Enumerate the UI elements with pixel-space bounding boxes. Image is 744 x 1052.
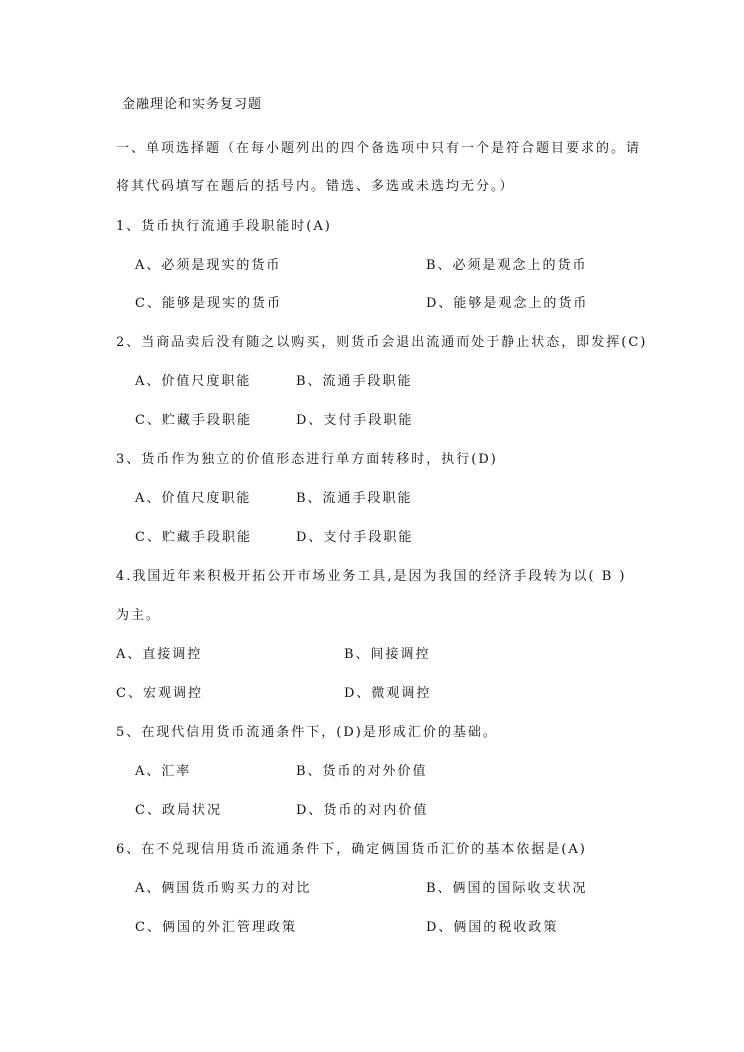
question-6-option-d: D、俩国的税收政策 (426, 920, 559, 935)
question-4-stem-continued: 为主。 (116, 608, 162, 623)
question-6-option-a: A、俩国货币购买力的对比 (135, 881, 312, 896)
section-heading: 一、单项选择题（在每小题列出的四个备选项中只有一个是符合题目要求的。请 (116, 141, 642, 156)
question-5-option-c: C、政局状况 (135, 803, 222, 818)
question-3-stem: 3、货币作为独立的价值形态进行单方面转移时，执行(D) (116, 452, 498, 467)
document-title: 金融理论和实务复习题 (122, 97, 263, 112)
question-5-option-d: D、货币的对内价值 (296, 803, 429, 818)
question-3-option-a: A、价值尺度职能 (135, 491, 252, 506)
question-5-option-b: B、货币的对外价值 (296, 764, 428, 779)
question-2-stem: 2、当商品卖后没有随之以购买，则货币会退出流通而处于静止状态，即发挥(C) (116, 335, 648, 350)
question-2-option-c: C、贮藏手段职能 (135, 413, 252, 428)
question-5-option-a: A、汇率 (135, 764, 192, 779)
question-6-option-c: C、俩国的外汇管理政策 (135, 920, 297, 935)
question-3-option-b: B、流通手段职能 (296, 491, 413, 506)
question-1-option-a: A、必须是现实的货币 (135, 258, 282, 273)
question-4-stem: 4.我国近年来积极开拓公开市场业务工具,是因为我国的经济手段转为以( B ) (116, 569, 627, 584)
question-4-option-c: C、宏观调控 (116, 686, 203, 701)
question-2-option-b: B、流通手段职能 (296, 374, 413, 389)
question-4-option-b: B、间接调控 (344, 647, 431, 662)
question-1-option-d: D、能够是观念上的货币 (426, 296, 589, 311)
question-5-stem: 5、在现代信用货币流通条件下，(D)是形成汇价的基础。 (116, 725, 498, 740)
question-6-option-b: B、俩国的国际收支状况 (426, 881, 588, 896)
question-6-stem: 6、在不兑现信用货币流通条件下，确定俩国货币汇价的基本依据是(A) (116, 842, 587, 857)
question-3-option-c: C、贮藏手段职能 (135, 530, 252, 545)
question-2-option-a: A、价值尺度职能 (135, 374, 252, 389)
question-1-option-b: B、必须是观念上的货币 (426, 258, 588, 273)
question-1-stem: 1、货币执行流通手段职能时(A) (116, 219, 332, 234)
question-1-option-c: C、能够是现实的货币 (135, 296, 282, 311)
question-4-option-a: A、直接调控 (116, 647, 203, 662)
question-3-option-d: D、支付手段职能 (296, 530, 414, 545)
question-2-option-d: D、支付手段职能 (296, 413, 414, 428)
section-heading-continued: 将其代码填写在题后的括号内。错选、多选或未选均无分。） (116, 179, 515, 194)
question-4-option-d: D、微观调控 (344, 686, 432, 701)
